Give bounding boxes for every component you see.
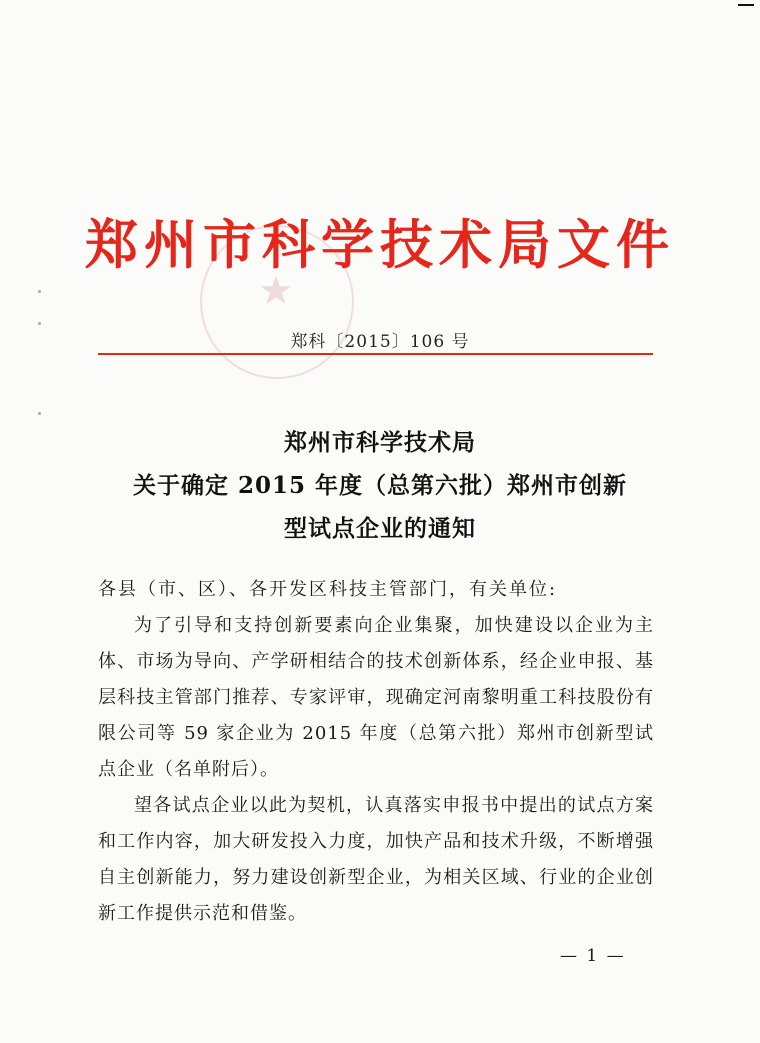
corner-mark (738, 4, 754, 6)
body-paragraph-1: 为了引导和支持创新要素向企业集聚，加快建设以企业为主体、市场为导向、产学研相结合的技术创新体系，经企业申报、基层科技主管部门推荐、专家评审，现确定河南黎明重工科技股份有限公司等 59 家企业为 2015 年度（总第六批）郑州市创新型试点企业（名单附后）。 (98, 615, 654, 780)
page-number: — 1 — (560, 946, 626, 966)
notice-title-line-3: 型试点企业的通知 (284, 515, 476, 542)
notice-title-line-1: 郑州市科学技术局 (284, 429, 476, 456)
faint-star-icon: ★ (258, 268, 294, 314)
punch-mark (38, 412, 41, 415)
punch-mark (38, 322, 41, 325)
document-number: 郑科〔2015〕106 号 (290, 332, 470, 352)
notice-title-line-2: 关于确定 2015 年度（总第六批）郑州市创新 (132, 472, 628, 499)
salutation: 各县（市、区）、各开发区科技主管部门，有关单位: (98, 579, 558, 600)
document-header-title: 郑州市科学技术局文件 (85, 214, 675, 276)
punch-mark (38, 290, 41, 293)
header-red-rule (98, 353, 653, 355)
body-paragraph-2: 望各试点企业以此为契机，认真落实申报书中提出的试点方案和工作内容，加大研发投入力度，加快产品和技术升级，不断增强自主创新能力，努力建设创新型企业，为相关区域、行业的企业创新工作提供示范和借鉴。 (98, 795, 654, 924)
